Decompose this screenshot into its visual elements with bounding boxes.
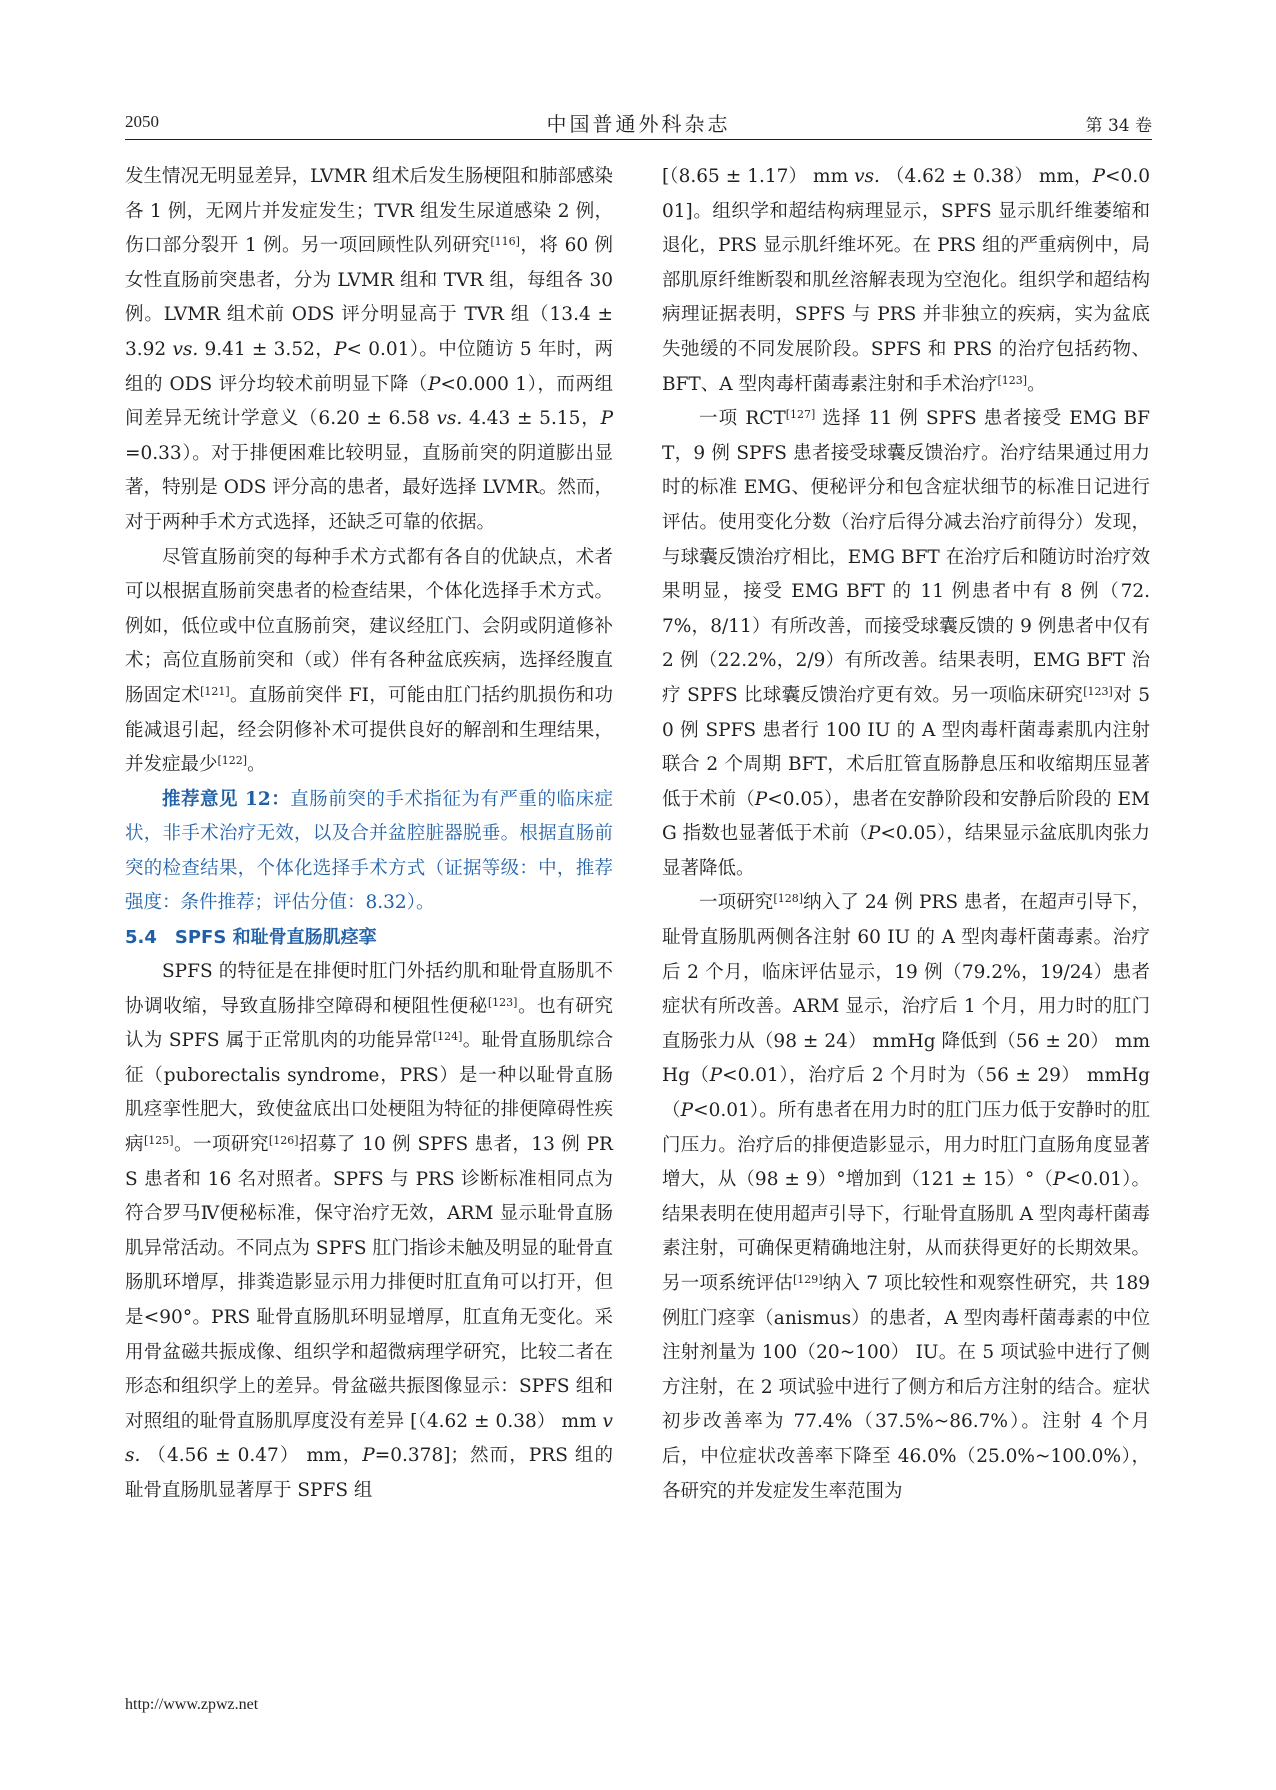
paragraph: SPFS 的特征是在排便时肛门外括约肌和耻骨直肠肌不协调收缩，导致直肠排空障碍和梗阻性便秘[123]。也有研究认为 SPFS 属于正常肌肉的功能异常[124]。耻骨直肠肌综合征（puborectalis syndrome，PRS）是一种以耻骨直肠肌痉挛性肥大，致使盆底出口处梗阻为特征的排便障碍性疾病[125]。一项研究[126]招募了 10 例 SPFS 患者，13 例 PRS 患者和 16 名对照者。SPFS 与 PRS 诊断标准相同点为符合罗马Ⅳ便秘标准，保守治疗无效，ARM 显示耻骨直肠肌异常活动。不同点为 SPFS 肛门指诊未触及明显的耻骨直肠肌环增厚，排粪造影显示用力排便时肛直角可以打开，但是<90°。PRS 耻骨直肠肌环明显增厚，肛直角无变化。采用骨盆磁共振成像、组织学和超微病理学研究，比较二者在形态和组织学上的差异。骨盆磁共振图像显示：SPFS 组和对照组的耻骨直肠肌厚度没有差异 [（4.62 ± 0.38） mm vs. （4.56 ± 0.47） mm，P=0.378]；然而，PRS 组的耻骨直肠肌显著厚于 SPFS 组 xyxy=(125,961,613,1501)
recommendation-12 xyxy=(125,783,613,921)
journal-title: 中国普通外科杂志 xyxy=(546,112,731,136)
paragraph: 一项研究[128]纳入了 24 例 PRS 患者，在超声引导下，耻骨直肠肌两侧各注射 60 IU 的 A 型肉毒杆菌毒素。治疗后 2 个月，临床评估显示，19 例（79.2%，19/24）患者症状有所改善。ARM 显示，治疗后 1 个月，用力时的肛门直肠张力从（98 ± 24） mmHg 降低到（56 ± 20） mmHg（P<0.01），治疗后 2 个月时为（56 ± 29） mmHg（P<0.01）。所有患者在用力时的肛门压力低于安静时的肛门压力。治疗后的排便造影显示，用力时肛门直肠角度显著增大，从（98 ± 9）°增加到（121 ± 15）°（P<0.01）。结果表明在使用超声引导下，行耻骨直肠肌 A 型肉毒杆菌毒素注射，可确保更精确地注射，从而获得更好的长期效果。另一项系统评估[129]纳入 7 项比较性和观察性研究，共 189 例肛门痉挛（anismus）的患者，A 型肉毒杆菌毒素的中位注射剂量为 100（20~100） IU。在 5 项试验中进行了侧方注射，在 2 项试验中进行了侧方和后方注射的结合。症状初步改善率为 77.4%（37.5%~86.7%）。注射 4 个月后，中位症状改善率下降至 46.0%（25.0%~100.0%），各研究的并发症发生率范围为 xyxy=(662,892,1150,1502)
recommendation-text: 直肠前突的手术指征为有严重的临床症状，非手术治疗无效，以及合并盆腔脏器脱垂。根据直肠前突的检查结果，个体化选择手术方式（证据等级：中，推荐强度：条件推荐；评估分值：8.32）。 xyxy=(125,788,613,914)
section-heading: 5.4 SPFS 和耻骨直肠肌痉挛 xyxy=(125,927,377,949)
volume-label: 第 34 卷 xyxy=(1085,116,1152,136)
page-number: 2050 xyxy=(125,112,159,131)
paragraph: 一项 RCT[127] 选择 11 例 SPFS 患者接受 EMG BFT，9 例 SPFS 患者接受球囊反馈治疗。治疗结果通过用力时的标准 EMG、便秘评分和包含症状细节的标准日记进行评估。使用变化分数（治疗后得分减去治疗前得分）发现，与球囊反馈治疗相比，EMG BFT 在治疗后和随访时治疗效果明显，接受 EMG BFT 的 11 例患者中有 8 例（72.7%，8/11）有所改善，而接受球囊反馈的 9 例患者中仅有 2 例（22.2%，2/9）有所改善。结果表明，EMG BFT 治疗 SPFS 比球囊反馈治疗更有效。另一项临床研究[123]对 50 例 SPFS 患者行 100 IU 的 A 型肉毒杆菌毒素肌内注射联合 2 个周期 BFT，术后肛管直肠静息压和收缩期压显著低于术前（P<0.05），患者在安静阶段和安静后阶段的 EMG 指数也显著低于术前（P<0.05），结果显示盆底肌肉张力显著降低。 xyxy=(662,408,1150,879)
paragraph: 发生情况无明显差异，LVMR 组术后发生肠梗阻和肺部感染各 1 例，无网片并发症发生；TVR 组发生尿道感染 2 例，伤口部分裂开 1 例。另一项回顾性队列研究[116]，将 60 例女性直肠前突患者，分为 LVMR 组和 TVR 组，每组各 30 例。LVMR 组术前 ODS 评分明显高于 TVR 组（13.4 ± 3.92 vs. 9.41 ± 3.52，P< 0.01）。中位随访 5 年时，两组的 ODS 评分均较术前明显下降（P<0.000 1），而两组间差异无统计学意义（6.20 ± 6.58 vs. 4.43 ± 5.15，P=0.33）。对于排便困难比较明显，直肠前突的阴道膨出显著，特别是 ODS 评分高的患者，最好选择 LVMR。然而，对于两种手术方式选择，还缺乏可靠的依据。 xyxy=(125,166,614,533)
paragraph: [（8.65 ± 1.17） mm vs. （4.62 ± 0.38） mm，P<0.001]。组织学和超结构病理显示，SPFS 显示肌纤维萎缩和退化，PRS 显示肌纤维坏死。在 PRS 组的严重病例中，局部肌原纤维断裂和肌丝溶解表现为空泡化。组织学和超结构病理证据表明，SPFS 与 PRS 并非独立的疾病，实为盆底失弛缓的不同发展阶段。SPFS 和 PRS 的治疗包括药物、BFT、A 型肉毒杆菌毒素注射和手术治疗[123]。 xyxy=(662,166,1150,395)
page-header xyxy=(125,108,1152,138)
paragraph: 尽管直肠前突的每种手术方式都有各自的优缺点，术者可以根据直肠前突患者的检查结果，个体化选择手术方式。例如，低位或中位直肠前突，建议经肛门、会阴或阴道修补术；高位直肠前突和（或）伴有各种盆底疾病，选择经腹直肠固定术[121]。直肠前突伴 FI，可能由肛门括约肌损伤和功能减退引起，经会阴修补术可提供良好的解剖和生理结果，并发症最少[122]。 xyxy=(125,546,613,776)
right-column xyxy=(662,160,1150,1509)
header-rule xyxy=(125,139,1152,140)
footer-url: http://www.zpwz.net xyxy=(125,1696,259,1713)
left-column xyxy=(125,160,613,1509)
recommendation-label: 推荐意见 12： xyxy=(162,788,291,810)
